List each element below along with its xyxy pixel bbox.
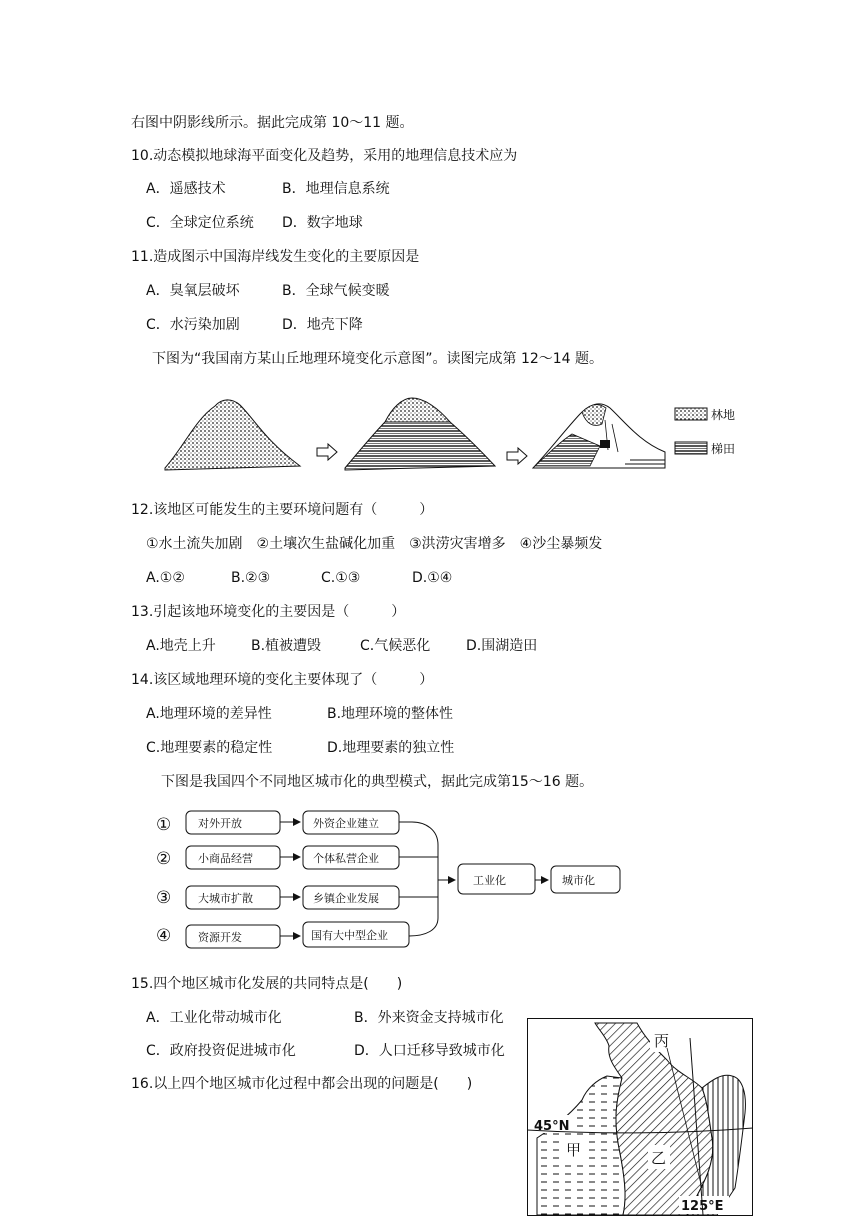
region-map (527, 1018, 753, 1216)
q13-option-a: A.地壳上升 (146, 638, 216, 654)
hill-stage-3 (533, 404, 665, 468)
intro-line: 右图中阴影线所示。据此完成第 10～11 题。 (131, 115, 414, 131)
map-lat-label: 45°N (534, 1119, 570, 1134)
hill-legend (675, 407, 735, 456)
q13-option-c: C.气候恶化 (360, 638, 431, 654)
q14-option-b: B.地理环境的整体性 (327, 706, 454, 722)
q13-option-b: B.植被遭毁 (251, 638, 322, 654)
q12-option-a: A.①② (146, 570, 185, 586)
hill-change-figure (160, 390, 760, 480)
flow-num-2: ② (156, 849, 172, 869)
map-region-c: 丙 (654, 1032, 670, 1050)
q11-option-b: B．全球气候变暖 (282, 283, 390, 299)
q15-option-c: C．政府投资促进城市化 (146, 1043, 296, 1059)
q15-option-b: B．外来资金支持城市化 (354, 1010, 504, 1026)
flow-left-4: 资源开发 (198, 931, 242, 944)
hill-stage-2 (345, 398, 495, 470)
q15-option-a: A．工业化带动城市化 (146, 1010, 282, 1026)
q10-option-c: C．全球定位系统 (146, 215, 254, 231)
flow-mid-4: 国有大中型企业 (311, 929, 388, 942)
q12-option-b: B.②③ (231, 570, 271, 586)
q15-option-d: D．人口迁移导致城市化 (354, 1043, 505, 1059)
legend-terrace-swatch (675, 442, 707, 454)
flow-left-3: 大城市扩散 (198, 892, 253, 905)
q14-option-d: D.地理要素的独立性 (327, 740, 455, 756)
q13-stem: 13.引起该地环境变化的主要因是（ ） (131, 604, 406, 620)
q10-stem: 10.动态模拟地球海平面变化及趋势，采用的地理信息技术应为 (131, 148, 518, 164)
flow-left-1: 对外开放 (198, 817, 242, 830)
q16-stem: 16.以上四个地区城市化过程中都会出现的问题是( ) (131, 1076, 473, 1092)
q14-option-c: C.地理要素的稳定性 (146, 740, 273, 756)
flow-mid-2: 个体私营企业 (313, 852, 379, 865)
legend-forest-label: 林地 (711, 408, 736, 422)
q11-stem: 11.造成图示中国海岸线发生变化的主要原因是 (131, 249, 420, 265)
q10-option-b: B．地理信息系统 (282, 181, 390, 197)
flow-mid-1: 外资企业建立 (313, 817, 379, 830)
flow-num-4: ④ (156, 926, 172, 946)
q11-option-a: A．臭氧层破坏 (146, 283, 240, 299)
q10-option-d: D．数字地球 (282, 215, 363, 231)
q10-option-a: A．遥感技术 (146, 181, 226, 197)
map-region-b: 乙 (651, 1149, 667, 1167)
map-lon-label: 125°E (681, 1199, 724, 1214)
flow-mid-3: 乡镇企业发展 (313, 892, 379, 905)
legend-forest-swatch (675, 408, 707, 420)
flow-num-3: ③ (156, 888, 172, 908)
hill-stage-1 (165, 400, 300, 470)
map-region-a: 甲 (566, 1141, 582, 1159)
intro2: 下图为“我国南方某山丘地理环境变化示意图”。读图完成第 12～14 题。 (152, 351, 604, 367)
q12-stem: 12.该地区可能发生的主要环境问题有（ ） (131, 502, 434, 518)
intro3: 下图是我国四个不同地区城市化的典型模式，据此完成第15～16 题。 (161, 774, 594, 790)
flow-industrialization: 工业化 (473, 874, 506, 887)
q11-option-d: D．地壳下降 (282, 317, 363, 333)
q14-option-a: A.地理环境的差异性 (146, 706, 272, 722)
flow-num-1: ① (156, 815, 172, 835)
flow-left-2: 小商品经营 (198, 852, 253, 865)
arrow-icon (507, 448, 527, 464)
q12-items: ①水土流失加剧 ②土壤次生盐碱化加重 ③洪涝灾害增多 ④沙尘暴频发 (146, 536, 603, 552)
q13-option-d: D.围湖造田 (466, 638, 538, 654)
q12-option-c: C.①③ (321, 570, 361, 586)
q15-stem: 15.四个地区城市化发展的共同特点是( ) (131, 976, 403, 992)
q11-option-c: C．水污染加剧 (146, 317, 240, 333)
q14-stem: 14.该区域地理环境的变化主要体现了（ ） (131, 672, 434, 688)
flow-urbanization: 城市化 (562, 874, 595, 887)
legend-terrace-label: 梯田 (711, 442, 736, 456)
urbanization-flow-diagram (150, 800, 630, 955)
q12-option-d: D.①④ (412, 570, 453, 586)
arrow-icon (317, 444, 337, 460)
